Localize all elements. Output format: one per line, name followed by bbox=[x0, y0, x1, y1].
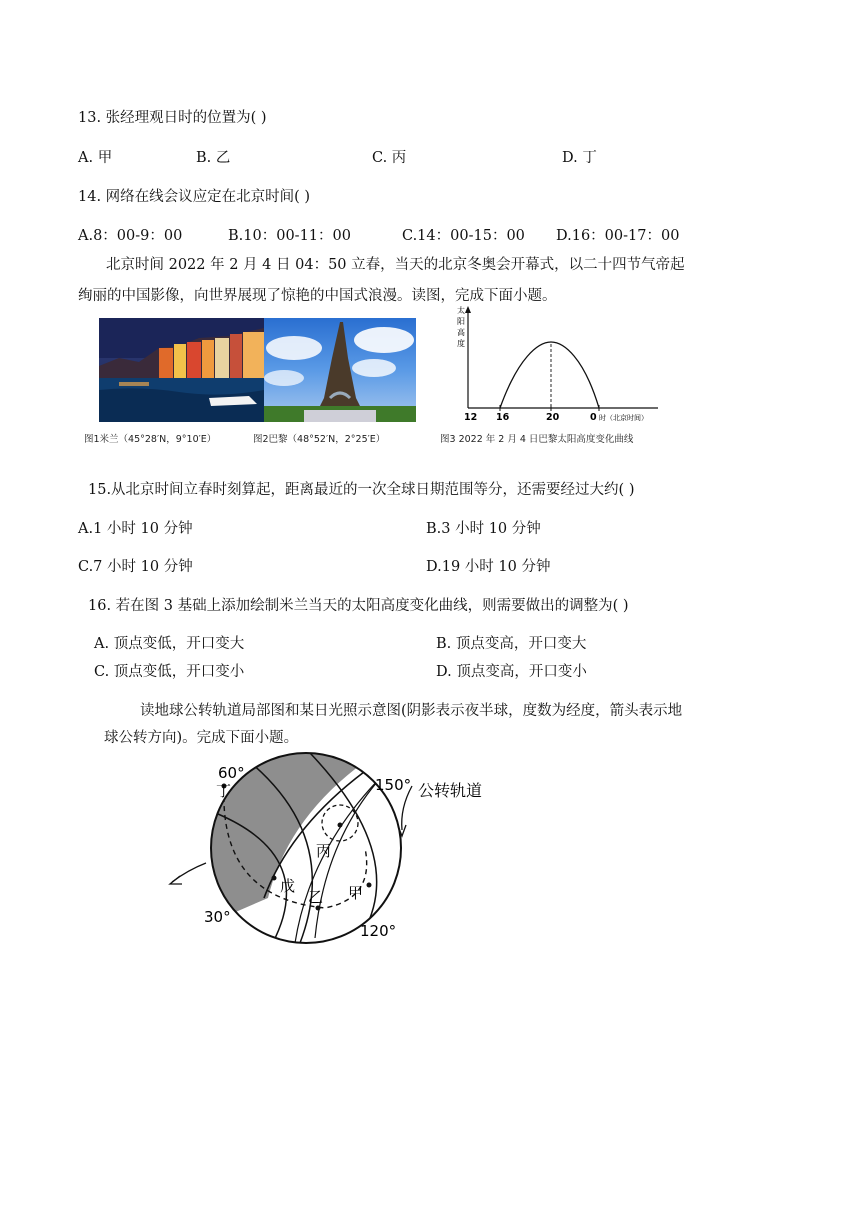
x-tick-20: 20 bbox=[546, 412, 560, 423]
fig1-caption: 图1米兰（45°28′N，9°10′E） bbox=[84, 434, 217, 445]
point-jia bbox=[367, 883, 372, 888]
lon-120-label: 120° bbox=[360, 922, 397, 940]
orbit-label: 公转轨道 bbox=[418, 781, 483, 800]
point-yi bbox=[316, 906, 321, 911]
intro1-line2: 绚丽的中国影像，向世界展现了惊艳的中国式浪漫。读图，完成下面小题。 bbox=[78, 288, 557, 304]
lon-150-label: 150° bbox=[375, 776, 412, 794]
y-axis bbox=[465, 306, 471, 408]
q14-option-d: D.16：00-17：00 bbox=[556, 228, 680, 244]
intro1-line1: 北京时间 2022 年 2 月 4 日 04：50 立春，当天的北京冬奥会开幕式，以二十四节气帝起 bbox=[106, 257, 685, 273]
fig2-caption: 图2巴黎（48°52′N，2°25′E） bbox=[253, 434, 386, 445]
y-label-2: 阳 bbox=[457, 317, 465, 326]
label-ding: 丁 bbox=[216, 782, 232, 800]
q14-option-c: C.14：00-15：00 bbox=[402, 228, 525, 244]
q15-stem: 15.从北京时间立春时刻算起，距离最近的一次全球日期范围等分，还需要经过大约( ) bbox=[88, 482, 635, 498]
point-wu bbox=[272, 876, 277, 881]
label-wu: 戊 bbox=[280, 877, 296, 895]
y-label-4: 度 bbox=[457, 339, 465, 348]
label-jia: 甲 bbox=[348, 884, 364, 902]
q15-option-b: B.3 小时 10 分钟 bbox=[426, 521, 541, 537]
q16-option-b: B. 顶点变高，开口变大 bbox=[436, 636, 587, 652]
q16-option-c: C. 顶点变低，开口变小 bbox=[94, 664, 245, 680]
x-tick-12: 12 bbox=[464, 412, 478, 423]
y-label-1: 太 bbox=[457, 306, 465, 315]
q16-option-a: A. 顶点变低，开口变大 bbox=[94, 636, 245, 652]
lon-30-label: 30° bbox=[204, 908, 231, 926]
q14-stem: 14. 网络在线会议应定在北京时间( ) bbox=[78, 189, 311, 205]
q13-option-b: B. 乙 bbox=[196, 150, 231, 166]
x-tick-0: 0 bbox=[590, 412, 597, 423]
q14-option-b: B.10：00-11：00 bbox=[228, 228, 351, 244]
point-bing bbox=[338, 823, 343, 828]
q15-option-c: C.7 小时 10 分钟 bbox=[78, 559, 193, 575]
q13-option-a: A. 甲 bbox=[78, 150, 113, 166]
q13-stem: 13. 张经理观日时的位置为( ) bbox=[78, 110, 267, 126]
q16-option-d: D. 顶点变高，开口变小 bbox=[436, 664, 587, 680]
altitude-curve bbox=[500, 342, 599, 408]
y-label-3: 高 bbox=[457, 328, 465, 337]
globe-illumination-diagram bbox=[150, 748, 510, 953]
milan-photo bbox=[99, 318, 264, 422]
lon-60-label: 60° bbox=[218, 764, 245, 782]
q14-option-a: A.8：00-9：00 bbox=[78, 228, 183, 244]
q15-option-a: A.1 小时 10 分钟 bbox=[78, 521, 193, 537]
q16-stem: 16. 若在图 3 基础上添加绘制米兰当天的太阳高度变化曲线，则需要做出的调整为( ) bbox=[88, 598, 629, 614]
intro2-line1: 读地球公转轨道局部图和某日光照示意图(阴影表示夜半球，度数为经度，箭头表示地 bbox=[140, 703, 683, 719]
x-tick-16: 16 bbox=[496, 412, 510, 423]
label-bing: 丙 bbox=[316, 842, 332, 860]
q15-option-d: D.19 小时 10 分钟 bbox=[426, 559, 551, 575]
fig3-caption: 图3 2022 年 2 月 4 日巴黎太阳高度变化曲线 bbox=[440, 434, 634, 445]
q13-option-c: C. 丙 bbox=[372, 150, 407, 166]
q13-option-d: D. 丁 bbox=[562, 150, 597, 166]
x-unit: 时（北京时间） bbox=[599, 414, 648, 422]
paris-photo bbox=[264, 318, 416, 422]
intro2-line2: 球公转方向)。完成下面小题。 bbox=[104, 730, 299, 746]
label-yi: 乙 bbox=[308, 888, 324, 906]
